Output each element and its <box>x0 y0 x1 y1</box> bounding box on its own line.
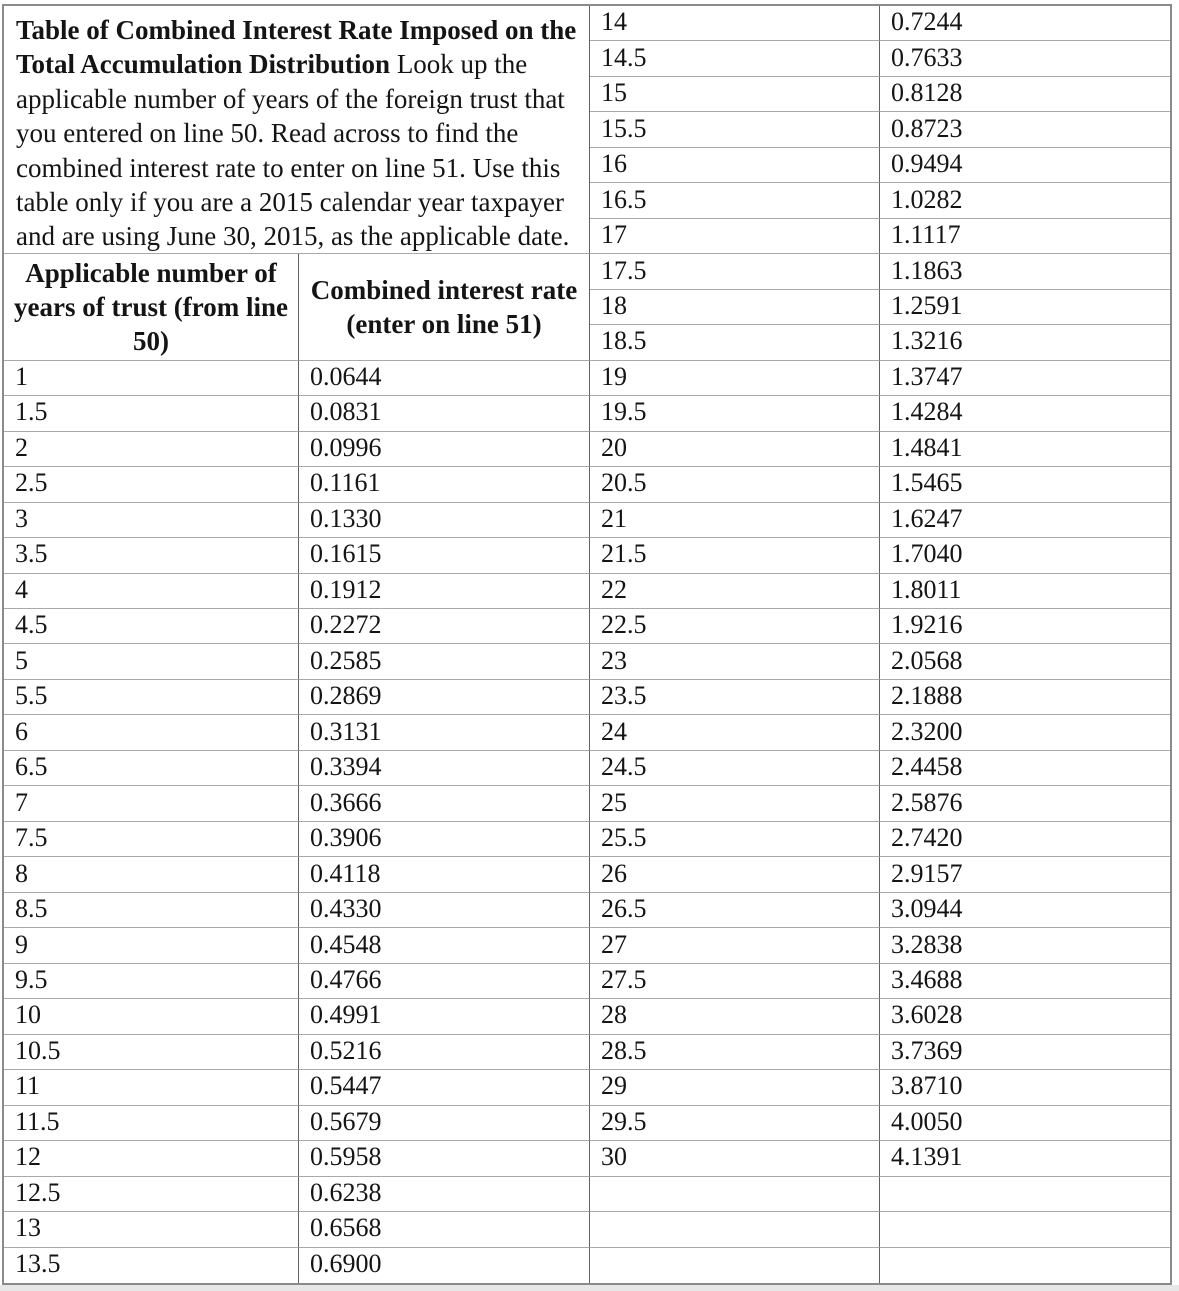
years-cell: 4 <box>4 574 299 609</box>
years-cell: 5 <box>4 644 299 679</box>
years-cell: 16.5 <box>590 183 880 218</box>
years-cell: 19.5 <box>590 396 880 431</box>
years-cell: 6.5 <box>4 751 299 786</box>
years-cell: 29 <box>590 1070 880 1105</box>
rate-cell: 0.5679 <box>299 1106 590 1141</box>
years-cell: 8.5 <box>4 893 299 928</box>
years-cell: 25.5 <box>590 822 880 857</box>
rate-cell: 2.3200 <box>880 715 1170 750</box>
years-cell: 9 <box>4 928 299 963</box>
rate-cell: 0.1161 <box>299 467 590 502</box>
rate-cell: 3.0944 <box>880 893 1170 928</box>
rate-cell: 4.0050 <box>880 1106 1170 1141</box>
years-cell <box>590 1212 880 1247</box>
years-cell: 24.5 <box>590 751 880 786</box>
rate-cell: 0.3906 <box>299 822 590 857</box>
years-cell: 24 <box>590 715 880 750</box>
years-cell: 17.5 <box>590 254 880 289</box>
years-cell: 1 <box>4 361 299 396</box>
years-cell: 9.5 <box>4 964 299 999</box>
table-intro-cell <box>4 6 590 254</box>
years-cell: 18 <box>590 290 880 325</box>
rate-cell: 0.1615 <box>299 538 590 573</box>
rate-cell: 0.2869 <box>299 680 590 715</box>
years-cell: 27 <box>590 928 880 963</box>
rate-cell: 0.5447 <box>299 1070 590 1105</box>
rate-cell: 1.3747 <box>880 361 1170 396</box>
years-cell: 13 <box>4 1212 299 1247</box>
years-cell: 25 <box>590 786 880 821</box>
rate-cell: 0.7244 <box>880 6 1170 41</box>
years-cell: 15.5 <box>590 112 880 147</box>
rate-cell: 1.1863 <box>880 254 1170 289</box>
years-cell: 21.5 <box>590 538 880 573</box>
rate-cell <box>880 1177 1170 1212</box>
years-cell: 1.5 <box>4 396 299 431</box>
rate-cell: 1.4841 <box>880 432 1170 467</box>
rate-cell: 1.9216 <box>880 609 1170 644</box>
rate-cell: 1.0282 <box>880 183 1170 218</box>
rate-cell: 0.0644 <box>299 361 590 396</box>
rate-cell: 0.4330 <box>299 893 590 928</box>
rate-cell: 4.1391 <box>880 1141 1170 1176</box>
years-cell: 18.5 <box>590 325 880 360</box>
years-cell: 19 <box>590 361 880 396</box>
rate-cell: 2.9157 <box>880 857 1170 892</box>
years-cell: 2 <box>4 432 299 467</box>
rate-cell: 0.4991 <box>299 999 590 1034</box>
rate-cell: 0.5958 <box>299 1141 590 1176</box>
rate-cell: 0.8128 <box>880 77 1170 112</box>
years-cell: 15 <box>590 77 880 112</box>
rate-cell: 0.6568 <box>299 1212 590 1247</box>
rate-cell: 0.7633 <box>880 41 1170 76</box>
combined-interest-rate-table <box>2 4 1172 1285</box>
rate-cell: 1.8011 <box>880 574 1170 609</box>
years-cell: 6 <box>4 715 299 750</box>
rate-cell: 1.3216 <box>880 325 1170 360</box>
rate-cell: 0.8723 <box>880 112 1170 147</box>
rate-cell: 0.0996 <box>299 432 590 467</box>
years-cell: 17 <box>590 219 880 254</box>
rate-cell: 1.6247 <box>880 503 1170 538</box>
page-bottom-strip <box>0 1285 1179 1291</box>
rate-cell: 3.8710 <box>880 1070 1170 1105</box>
rate-cell: 0.6238 <box>299 1177 590 1212</box>
years-cell: 10 <box>4 999 299 1034</box>
rate-cell: 2.1888 <box>880 680 1170 715</box>
years-cell: 4.5 <box>4 609 299 644</box>
years-cell: 27.5 <box>590 964 880 999</box>
years-cell: 7 <box>4 786 299 821</box>
rate-cell: 0.1912 <box>299 574 590 609</box>
years-cell: 28.5 <box>590 1035 880 1070</box>
years-cell: 2.5 <box>4 467 299 502</box>
years-cell: 20.5 <box>590 467 880 502</box>
years-cell: 14 <box>590 6 880 41</box>
column-header-rate: Combined interest rate (enter on line 51) <box>299 254 590 360</box>
rate-cell: 0.2585 <box>299 644 590 679</box>
years-cell: 12 <box>4 1141 299 1176</box>
rate-cell: 0.2272 <box>299 609 590 644</box>
years-cell: 23 <box>590 644 880 679</box>
rate-cell <box>880 1248 1170 1283</box>
rate-cell: 3.6028 <box>880 999 1170 1034</box>
rate-cell: 0.0831 <box>299 396 590 431</box>
years-cell: 22.5 <box>590 609 880 644</box>
rate-cell: 1.1117 <box>880 219 1170 254</box>
years-cell: 3 <box>4 503 299 538</box>
rate-cell: 0.3666 <box>299 786 590 821</box>
years-cell: 30 <box>590 1141 880 1176</box>
years-cell: 29.5 <box>590 1106 880 1141</box>
table-instructions: Look up the applicable number of years of the foreign trust that you entered on line 50. Read across to find the combined interest rate to enter on line 51. Use this table only if you are a 2015 calendar year taxpayer and are using June 30, 2015, as the applicable date. <box>16 49 570 252</box>
years-cell: 11.5 <box>4 1106 299 1141</box>
years-cell: 23.5 <box>590 680 880 715</box>
years-cell: 28 <box>590 999 880 1034</box>
years-cell: 14.5 <box>590 41 880 76</box>
years-cell: 12.5 <box>4 1177 299 1212</box>
years-cell: 26 <box>590 857 880 892</box>
years-cell: 3.5 <box>4 538 299 573</box>
rate-cell: 3.2838 <box>880 928 1170 963</box>
column-header-years: Applicable number of years of trust (from line 50) <box>4 254 299 360</box>
rate-cell <box>880 1212 1170 1247</box>
years-cell: 16 <box>590 148 880 183</box>
years-cell: 20 <box>590 432 880 467</box>
years-cell: 21 <box>590 503 880 538</box>
rate-cell: 2.5876 <box>880 786 1170 821</box>
rate-cell: 0.4766 <box>299 964 590 999</box>
years-cell: 7.5 <box>4 822 299 857</box>
rate-cell: 2.4458 <box>880 751 1170 786</box>
rate-cell: 0.9494 <box>880 148 1170 183</box>
rate-cell: 0.5216 <box>299 1035 590 1070</box>
years-cell: 22 <box>590 574 880 609</box>
rate-cell: 1.5465 <box>880 467 1170 502</box>
rate-cell: 0.6900 <box>299 1248 590 1283</box>
rate-cell: 2.0568 <box>880 644 1170 679</box>
rate-cell: 1.2591 <box>880 290 1170 325</box>
years-cell: 8 <box>4 857 299 892</box>
table-title: Table of Combined Interest Rate Imposed on the Total Accumulation Distribution <box>16 15 577 80</box>
years-cell <box>590 1177 880 1212</box>
rate-cell: 2.7420 <box>880 822 1170 857</box>
years-cell: 13.5 <box>4 1248 299 1283</box>
rate-cell: 1.7040 <box>880 538 1170 573</box>
years-cell: 5.5 <box>4 680 299 715</box>
years-cell: 10.5 <box>4 1035 299 1070</box>
years-cell: 26.5 <box>590 893 880 928</box>
rate-cell: 3.7369 <box>880 1035 1170 1070</box>
rate-cell: 0.3394 <box>299 751 590 786</box>
rate-cell: 0.3131 <box>299 715 590 750</box>
rate-cell: 1.4284 <box>880 396 1170 431</box>
years-cell <box>590 1248 880 1283</box>
rate-cell: 0.4118 <box>299 857 590 892</box>
rate-cell: 0.4548 <box>299 928 590 963</box>
rate-cell: 3.4688 <box>880 964 1170 999</box>
years-cell: 11 <box>4 1070 299 1105</box>
rate-cell: 0.1330 <box>299 503 590 538</box>
